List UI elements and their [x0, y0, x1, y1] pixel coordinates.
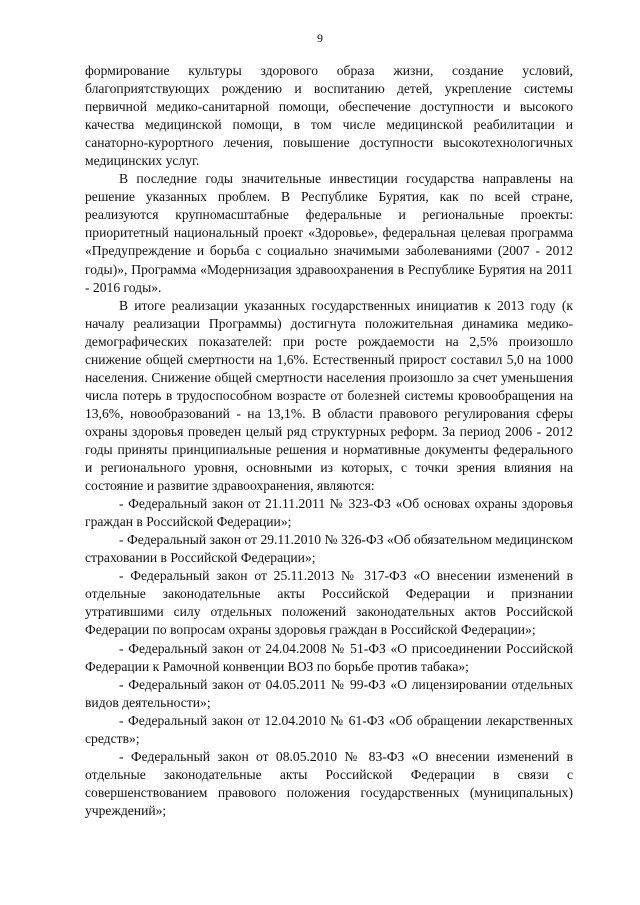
paragraph-investments: В последние годы значительные инвестиции государства направлены на решение указанных проблем. В Республике Бурятия, как по всей стране, реализуются крупномасштабные федеральные и региональные проекты: приоритетный национальный проект «Здоровье», федеральная целевая программа «Предупреждение и борьба с социально значимыми заболеваниями (2007 - 2012 годы)», Программа «Модернизация здравоохранения в Республике Бурятия на 2011 - 2016 годы».: [85, 171, 573, 295]
law-item: - Федеральный закон от 29.11.2010 № 326-ФЗ «Об обязательном медицинском страховании в Российской Федерации»;: [85, 532, 573, 566]
document-body: [85, 62, 573, 820]
law-item: - Федеральный закон от 25.11.2013 № 317-ФЗ «О внесении изменений в отдельные законодательные акты Российской Федерации и признании утратившими силу отдельных положений законодательных актов Российской Федерации по вопросам охраны здоровья граждан в Российской Федерации»;: [85, 568, 573, 638]
law-item: - Федеральный закон от 21.11.2011 № 323-ФЗ «Об основах охраны здоровья граждан в Российской Федерации»;: [85, 496, 573, 530]
paragraph-continuation: формирование культуры здорового образа жизни, создание условий, благоприятствующих рождению и воспитанию детей, укрепление системы первичной медико-санитарной помощи, обеспечение доступности и высокого качества медицинской помощи, в том числе медицинской реабилитации и санаторно-курортного лечения, повышение доступности высокотехнологичных медицинских услуг.: [85, 63, 573, 169]
law-item: - Федеральный закон от 12.04.2010 № 61-ФЗ «Об обращении лекарственных средств»;: [85, 712, 573, 746]
page-number: 9: [317, 31, 323, 45]
law-item: - Федеральный закон от 08.05.2010 № 83-ФЗ «О внесении изменений в отдельные законодательные акты Российской Федерации в связи с совершенствованием правового положения государственных (муниципальных) учреждений»;: [85, 748, 573, 818]
law-item: - Федеральный закон от 04.05.2011 № 99-ФЗ «О лицензировании отдельных видов деятельности»;: [85, 676, 573, 710]
paragraph-results: В итоге реализации указанных государственных инициатив к 2013 году (к началу реализации Программы) достигнута положительная динамика медико-демографических показателей: при росте рождаемости на 2,5% произошло снижение общей смертности на 1,6%. Естественный прирост составил 5,0 на 1000 населения. Снижение общей смертности населения произошло за счет уменьшения числа потерь в трудоспособном возрасте от болезней системы кровообращения на 13,6%, новообразований - на 13,1%. В области правового регулирования сферы охраны здоровья проведен целый ряд структурных реформ. За период 2006 - 2012 годы приняты принципиальные решения и нормативные документы федерального и регионального уровня, основными из которых, с точки зрения влияния на состояние и развитие здравоохранения, являются:: [85, 297, 573, 494]
law-item: - Федеральный закон от 24.04.2008 № 51-ФЗ «О присоединении Российской Федерации к Рамочной конвенции ВОЗ по борьбе против табака»;: [85, 640, 573, 674]
